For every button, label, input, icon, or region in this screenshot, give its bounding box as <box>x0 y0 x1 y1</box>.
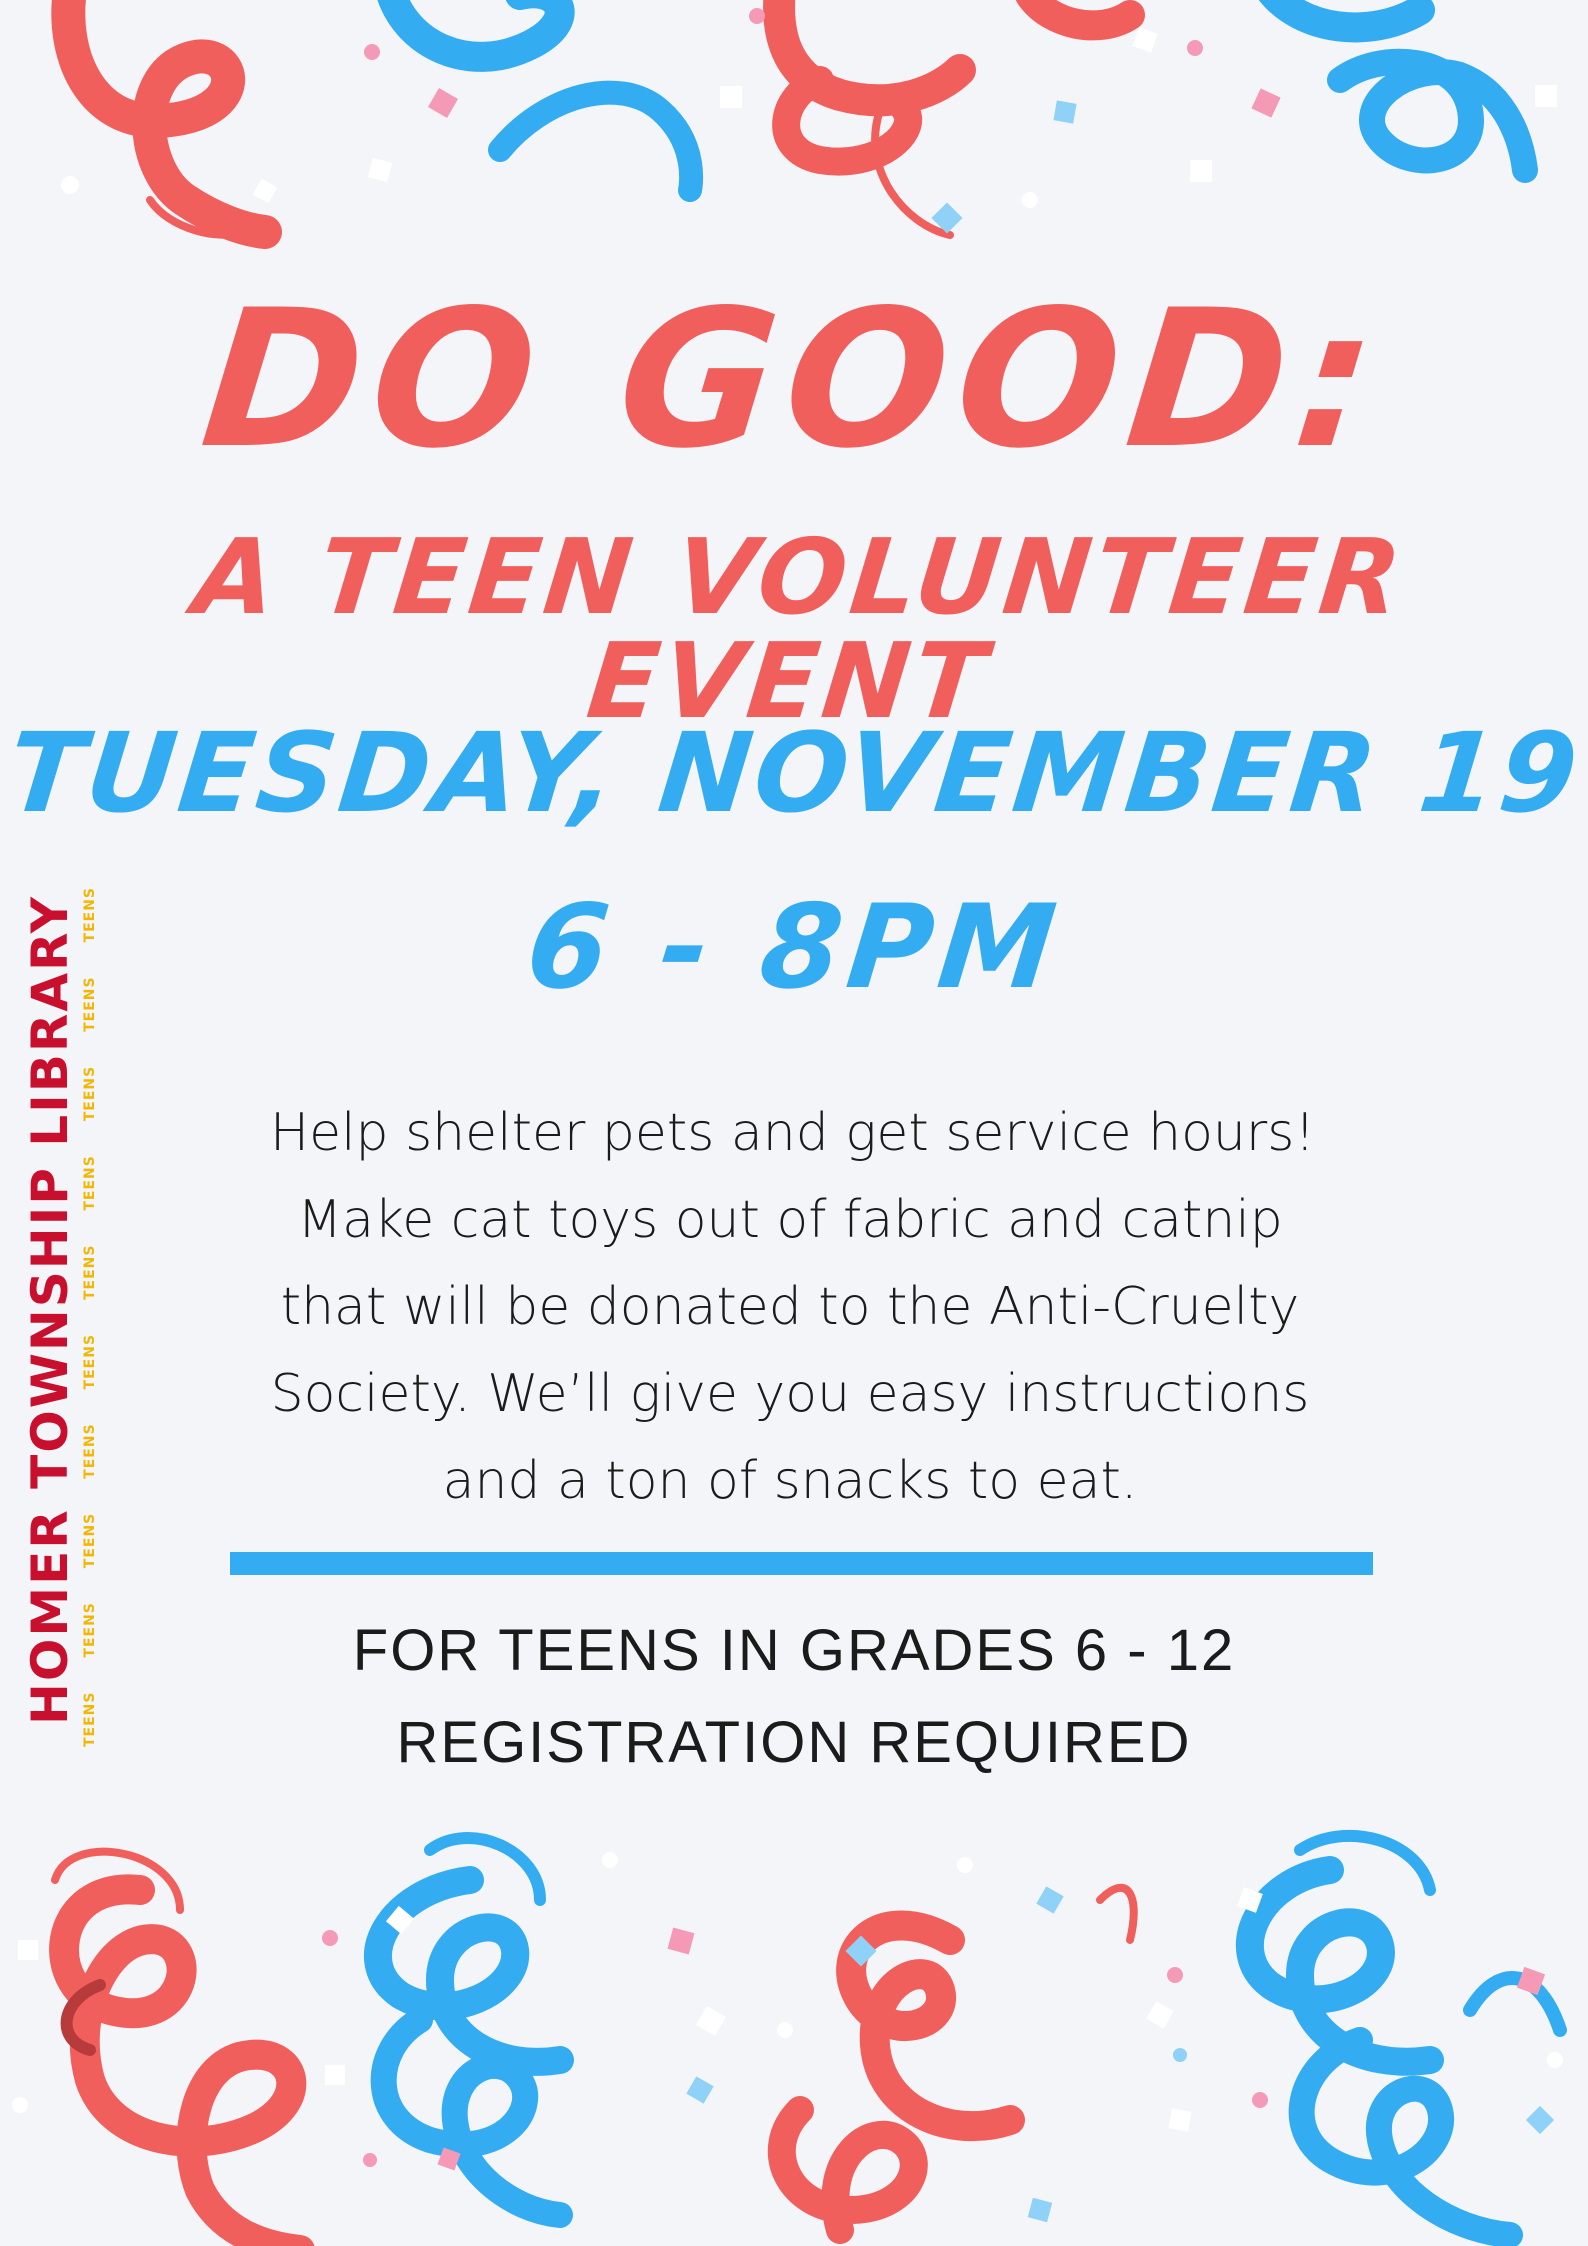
event-date: TUESDAY, NOVEMBER 19 <box>2 709 1586 837</box>
grades-info: FOR TEENS IN GRADES 6 - 12 <box>352 1618 1236 1683</box>
teens-label: TEENS <box>82 1512 98 1569</box>
teens-label: TEENS <box>82 1423 98 1479</box>
teens-label: TEENS <box>82 1333 98 1390</box>
description-line: and a ton of snacks to eat. <box>442 1451 1138 1511</box>
description-line: Make cat toys out of fabric and catnip <box>297 1190 1283 1250</box>
teens-strip <box>83 887 97 1747</box>
description-line: Help shelter pets and get service hours! <box>270 1103 1316 1163</box>
description-line: that will be donated to the Anti-Cruelty <box>280 1277 1300 1337</box>
registration-info: REGISTRATION REQUIRED <box>396 1710 1192 1775</box>
teens-label: TEENS <box>82 887 98 943</box>
event-subtitle: A TEEN VOLUNTEER EVENT <box>188 516 1411 742</box>
library-name: HOMER TOWNSHIP LIBRARY <box>21 894 79 1726</box>
teens-label: TEENS <box>82 1691 98 1747</box>
library-branding <box>15 880 98 1760</box>
divider-line <box>230 1552 1373 1575</box>
confetti-ribbons-bottom <box>0 1810 1588 2246</box>
teens-label: TEENS <box>82 1244 98 1301</box>
teens-label: TEENS <box>82 976 98 1032</box>
teens-label: TEENS <box>82 1602 98 1658</box>
event-description <box>270 1090 1316 1525</box>
confetti-ribbons-top <box>0 0 1588 250</box>
teens-label: TEENS <box>82 1155 98 1211</box>
event-time: 6 - 8PM <box>520 880 1068 1015</box>
teens-label: TEENS <box>82 1065 98 1122</box>
description-line: Society. We’ll give you easy instructions <box>270 1364 1310 1424</box>
event-title: DO GOOD: <box>193 269 1395 490</box>
